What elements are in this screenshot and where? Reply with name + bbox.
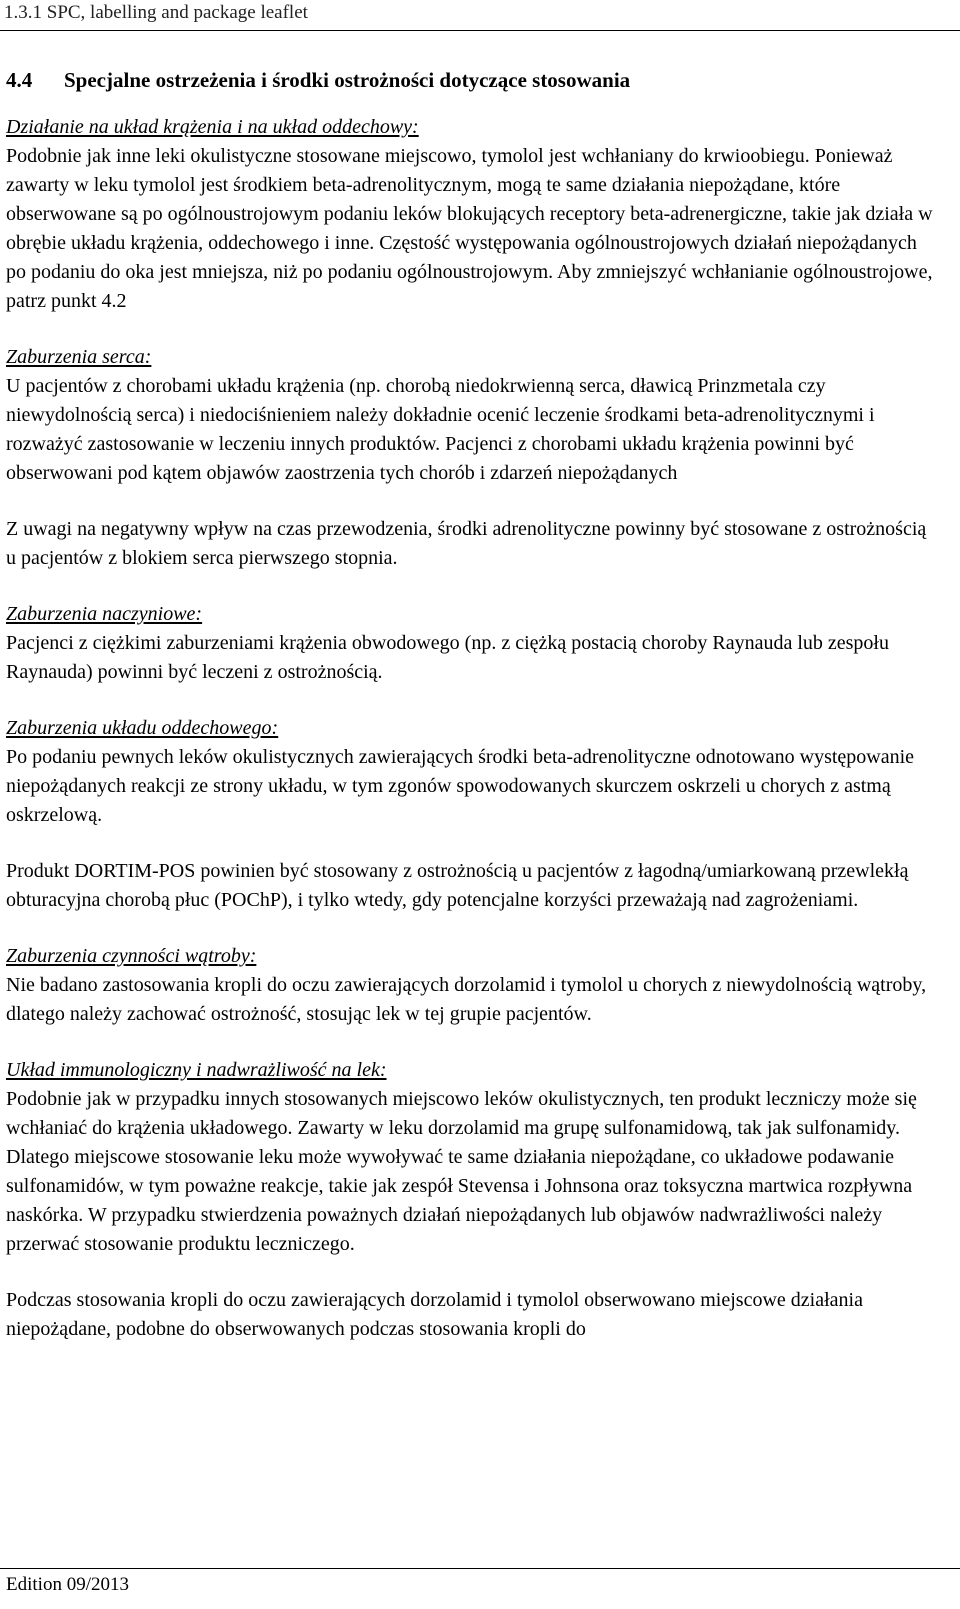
paragraph: Pacjenci z ciężkimi zaburzeniami krążenia obwodowego (np. z ciężką postacią choroby Raynauda lub zespołu Raynauda) powinni być leczeni z ostrożnością. bbox=[6, 632, 889, 683]
text-block-respiratory bbox=[6, 714, 936, 830]
footer-divider bbox=[0, 1568, 960, 1569]
header-divider bbox=[0, 30, 960, 31]
subheading: Zaburzenia układu oddechowego: bbox=[6, 717, 279, 739]
document-header: 1.3.1 SPC, labelling and package leaflet bbox=[4, 2, 308, 23]
text-block-liver bbox=[6, 942, 936, 1029]
subheading: Zaburzenia naczyniowe: bbox=[6, 603, 203, 625]
paragraph: Po podaniu pewnych leków okulistycznych zawierających środki beta-adrenolityczne odnotowano występowanie niepożądanych reakcji ze strony układu, w tym zgonów spowodowanych skurczem oskrzeli u chorych z astmą oskrzelową. bbox=[6, 746, 915, 826]
paragraph: Produkt DORTIM-POS powinien być stosowany z ostrożnością u pacjentów z łagodną/umiarkowaną przewlekłą obturacyjna chorobą płuc (POChP), i tylko wtedy, gdy potencjalne korzyści przeważają nad zagrożeniami. bbox=[6, 860, 909, 911]
subheading: Zaburzenia czynności wątroby: bbox=[6, 945, 257, 967]
text-block-conduction bbox=[6, 515, 936, 573]
edition-footer: Edition 09/2013 bbox=[6, 1574, 129, 1595]
paragraph: Podczas stosowania kropli do oczu zawierających dorzolamid i tymolol obserwowano miejscowe działania niepożądane, podobne do obserwowanych podczas stosowania kropli do bbox=[6, 1289, 863, 1340]
section-title: Specjalne ostrzeżenia i środki ostrożności dotyczące stosowania bbox=[64, 68, 631, 92]
text-block-vascular bbox=[6, 600, 936, 687]
paragraph: U pacjentów z chorobami układu krążenia (np. chorobą niedokrwienną serca, dławicą Prinzmetala czy niewydolnością serca) i niedociśnieniem należy dokładnie ocenić leczenie środkami beta-adrenolitycznymi i rozważyć zastosowanie w leczeniu innych produktów. Pacjenci z chorobami układu krążenia powinni być obserwowani pod kątem objawów zaostrzenia tych chorób i zdarzeń niepożądanych bbox=[6, 375, 875, 484]
paragraph: Podobnie jak w przypadku innych stosowanych miejscowo leków okulistycznych, ten produkt leczniczy może się wchłaniać do krążenia układowego. Zawarty w leku dorzolamid ma grupę sulfonamidową, tak jak sulfonamidy. Dlatego miejscowe stosowanie leku może wywoływać te same działania niepożądane, co układowe podawanie sulfonamidów, w tym poważne reakcje, takie jak zespół Stevensa i Johnsona oraz toksyczna martwica rozpływna naskórka. W przypadku stwierdzenia poważnych działań niepożądanych lub objawów nadwrażliwości należy przerwać stosowanie produktu leczniczego. bbox=[6, 1088, 917, 1255]
document-body bbox=[6, 66, 936, 1371]
text-block-copd bbox=[6, 857, 936, 915]
text-block-immune bbox=[6, 1056, 936, 1259]
subheading: Zaburzenia serca: bbox=[6, 346, 152, 368]
section-number: 4.4 bbox=[6, 68, 33, 92]
subheading: Działanie na układ krążenia i na układ oddechowy: bbox=[6, 116, 419, 138]
paragraph: Nie badano zastosowania kropli do oczu zawierających dorzolamid i tymolol u chorych z niewydolnością wątroby, dlatego należy zachować ostrożność, stosując lek w tej grupie pacjentów. bbox=[6, 974, 927, 1025]
section-heading bbox=[6, 66, 936, 95]
text-block-circulatory-respiratory bbox=[6, 113, 936, 316]
text-block-local-effects bbox=[6, 1286, 936, 1344]
paragraph: Z uwagi na negatywny wpływ na czas przewodzenia, środki adrenolityczne powinny być stosowane z ostrożnością u pacjentów z blokiem serca pierwszego stopnia. bbox=[6, 518, 927, 569]
text-block-heart bbox=[6, 343, 936, 488]
paragraph: Podobnie jak inne leki okulistyczne stosowane miejscowo, tymolol jest wchłaniany do krwioobiegu. Ponieważ zawarty w leku tymolol jest środkiem beta-adrenolitycznym, mogą te same działania niepożądane, które obserwowane są po ogólnoustrojowym podaniu leków blokujących receptory beta-adrenergiczne, takie jak działa w obrębie układu krążenia, oddechowego i inne. Częstość występowania ogólnoustrojowych działań niepożądanych po podaniu do oka jest mniejsza, niż po podaniu ogólnoustrojowym. Aby zmniejszyć wchłanianie ogólnoustrojowe, patrz punkt 4.2 bbox=[6, 145, 933, 312]
subheading: Układ immunologiczny i nadwrażliwość na lek: bbox=[6, 1059, 387, 1081]
